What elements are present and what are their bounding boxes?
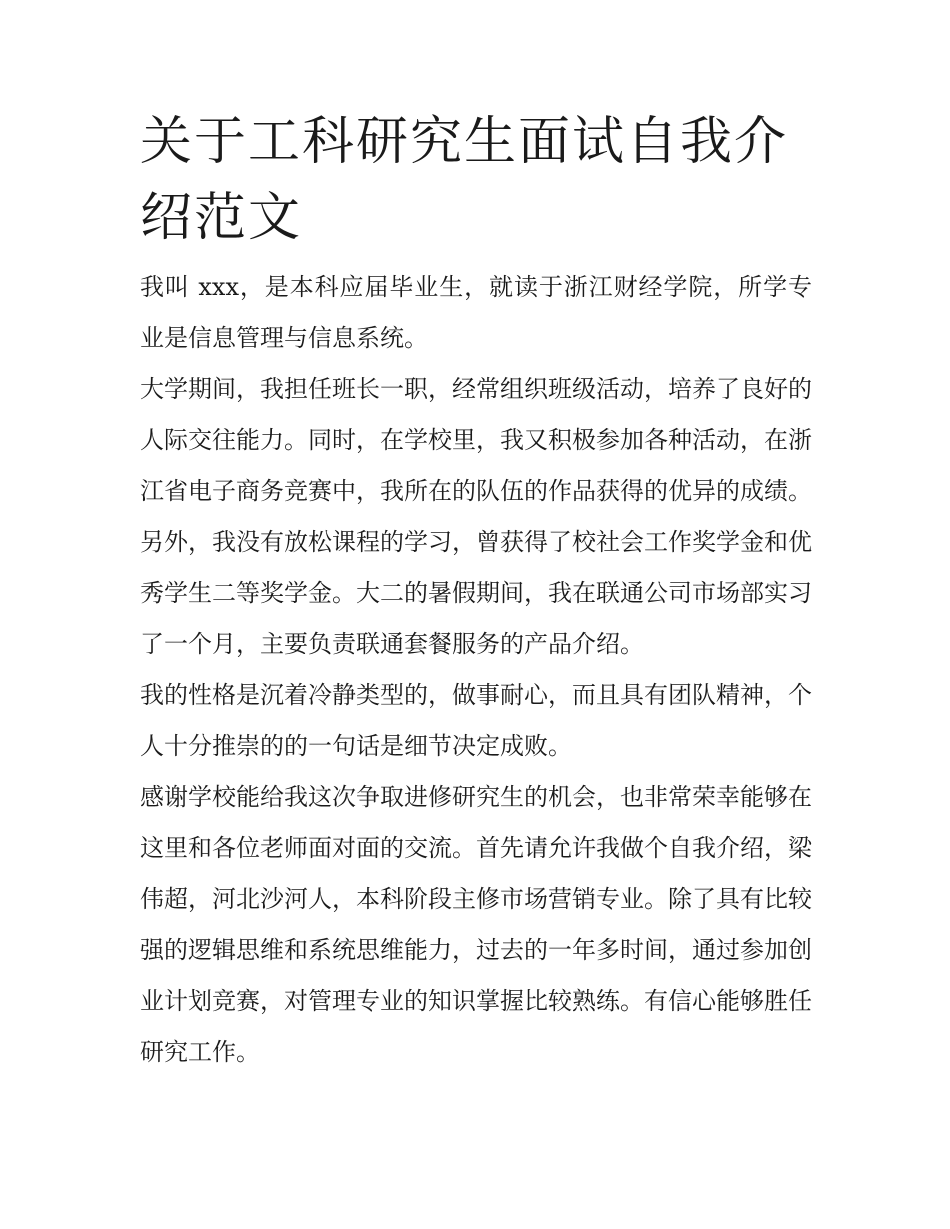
paragraph-closing: 感谢学校能给我这次争取进修研究生的机会，也非常荣幸能够在这里和各位老师面对面的交流。首先请允许我做个自我介绍，梁伟超，河北沙河人，本科阶段主修市场营销专业。除了具有比较强的逻辑思维和系统思维能力，过去的一年多时间，通过参加创业计划竞赛，对管理专业的知识掌握比较熟练。有信心能够胜任研究工作。: [140, 783, 812, 1066]
document-title: 关于工科研究生面试自我介绍范文: [140, 112, 789, 248]
document-page: [140, 104, 812, 1078]
document-body: [140, 262, 812, 1078]
paragraph-intro: 我叫 xxx，是本科应届毕业生，就读于浙江财经学院，所学专业是信息管理与信息系统。: [140, 273, 812, 352]
paragraph-personality: 我的性格是沉着冷静类型的，做事耐心，而且具有团队精神，个人十分推崇的的一句话是细节决定成败。: [140, 681, 812, 760]
paragraph-university: 大学期间，我担任班长一职，经常组织班级活动，培养了良好的人际交往能力。同时，在学校里，我又积极参加各种活动，在浙江省电子商务竞赛中，我所在的队伍的作品获得的优异的成绩。另外，我没有放松课程的学习，曾获得了校社会工作奖学金和优秀学生二等奖学金。大二的暑假期间，我在联通公司市场部实习了一个月，主要负责联通套餐服务的产品介绍。: [140, 375, 812, 658]
